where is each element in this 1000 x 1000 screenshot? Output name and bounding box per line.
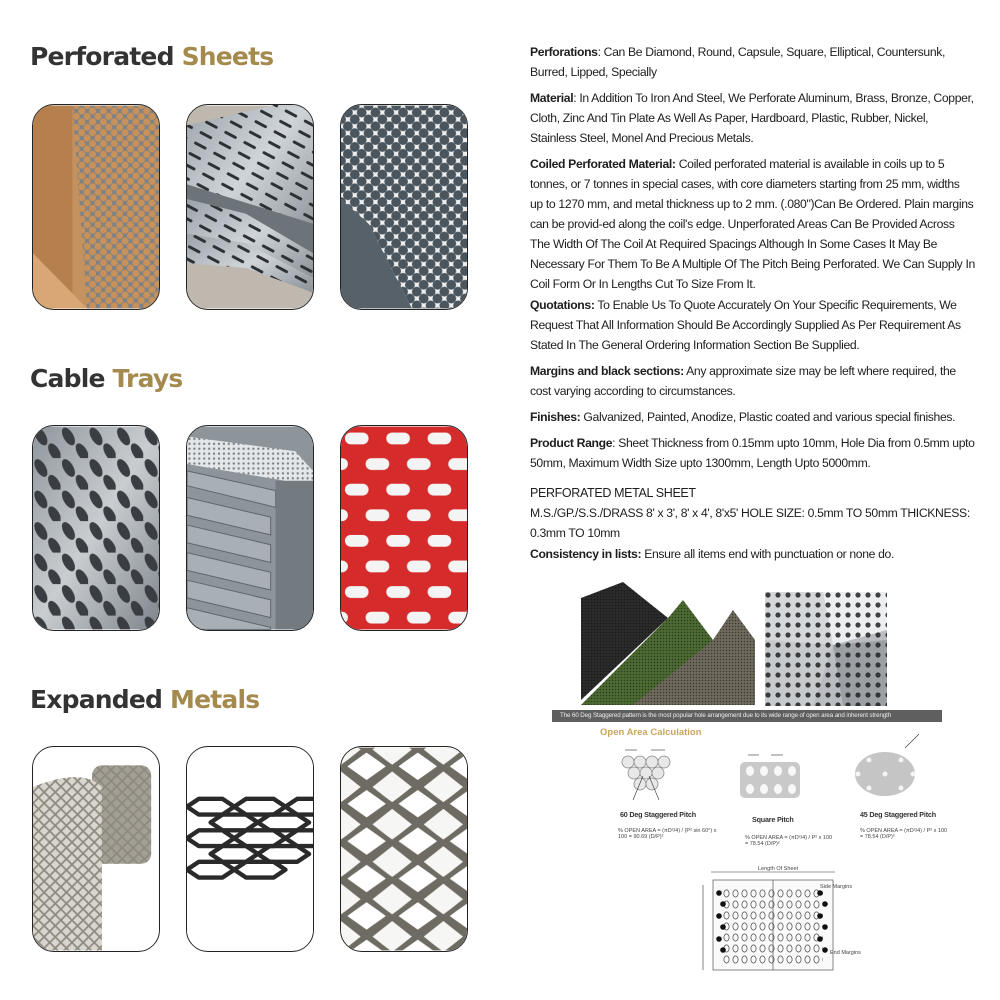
staggered-60-diagram <box>622 750 670 800</box>
spec-label: Product Range <box>530 436 613 450</box>
formula-square: % OPEN AREA = (πD²/4) / P² x 100 = 78.54 (D/P)² <box>745 835 833 847</box>
tile-perforated-sheet-slotted-stacked <box>186 104 314 310</box>
cable-tray-stacked-image <box>187 426 313 630</box>
tile-expanded-metal-roll <box>32 746 160 952</box>
label-end-margins: End Margins <box>830 950 861 956</box>
perforated-sheet-slotted-image <box>187 105 313 309</box>
spec-label: Material <box>530 91 574 105</box>
title-accent: Metals <box>170 685 260 714</box>
spec-label: Finishes: <box>530 410 581 424</box>
cable-tray-red-image <box>341 426 467 630</box>
expanded-metal-roll-image <box>33 747 159 951</box>
spec-text: In Addition To Iron And Steel, We Perforate Aluminum, Brass, Bronze, Copper, Cloth, Zinc And Tin Plate As Well As Paper, Hardboard, Plastic, Rubber, Nickel, Stainless Steel, Monel And Precious Metals. <box>530 91 974 145</box>
title-main: Perforated <box>30 42 174 71</box>
spec-label: Margins and black sections: <box>530 364 684 378</box>
spec-text: To Enable Us To Quote Accurately On Your Specific Requirements, We Request That All Information Should Be Accordingly Supplied As Per Requirement As Stated In The General Ordering Information Section Be Supplied. <box>530 298 961 352</box>
spec-quotations <box>530 295 975 355</box>
spec-text: Galvanized, Painted, Anodize, Plastic coated and various special finishes. <box>583 410 956 424</box>
formula-45-deg: % OPEN AREA = (πD²/4) / P² x 100 = 78.54 (D/P)² <box>860 828 948 840</box>
spec-label: Quotations: <box>530 298 595 312</box>
section-title-expanded-metals <box>30 685 259 714</box>
perforated-sheet-cardboard-image <box>33 105 159 309</box>
perforated-sheets-photo-and-diagram <box>533 580 965 990</box>
spec-material: Material: In Addition To Iron And Steel, We Perforate Aluminum, Brass, Bronze, Copper, Cloth, Zinc And Tin Plate As Well As Paper, Hardboard, Plastic, Rubber, Nickel, Stainless Steel, Monel And Precious Metals. <box>530 91 974 145</box>
spec-label: Consistency in lists: <box>530 547 642 561</box>
perforated-metal-sheet-heading: PERFORATED METAL SHEET <box>530 486 696 500</box>
tile-expanded-metal-diamond-mesh <box>340 746 468 952</box>
diagram-caption-bar: The 60 Deg Staggered pattern is the most popular hole arrangement due to its wide range of open area and inherent strength <box>552 710 942 722</box>
open-area-calculation-title: Open Area Calculation <box>600 727 702 738</box>
title-main: Expanded <box>30 685 163 714</box>
spec-text: Coiled perforated material is available in coils up to 5 tonnes, or 7 tonnes in special cases, with core diameters starting from 25 mm, widths up to 1270 mm, and metal thickness up to 2 mm. (.080")Can Be Ordered. Plain margins can be provid-ed along the coil's edge. Unperforated Areas Can Be Provided Across The Width Of The Coil At Required Spacings Although In Some Cases It May Be Necessary For Them To Be A Multiple Of The Pitch Being Perforated. We Can Supply In Coil Form Or In Lengths Cut To Size From It. <box>530 157 975 291</box>
perforated-sheet-white-image <box>341 105 467 309</box>
square-pitch-diagram <box>740 755 800 798</box>
expanded-metal-diamond-image <box>341 747 467 951</box>
label-45-deg-staggered-pitch: 45 Deg Staggered Pitch <box>860 810 936 819</box>
tile-perforated-sheet-round-holes-white <box>340 104 468 310</box>
sheet-layout-diagram <box>703 872 835 970</box>
spec-perforations: Perforations: Can Be Diamond, Round, Capsule, Square, Elliptical, Countersunk, Burred, Lipped, Specially <box>530 45 946 79</box>
expanded-metal-hexagon-image <box>187 747 313 951</box>
label-60-deg-staggered-pitch: 60 Deg Staggered Pitch <box>620 810 696 819</box>
staggered-45-diagram <box>855 734 919 796</box>
spec-label: Coiled Perforated Material: <box>530 157 676 171</box>
label-length-of-sheet: Length Of Sheet <box>758 866 799 872</box>
tile-perforated-sheet-round-holes-on-cardboard <box>32 104 160 310</box>
perforated-metal-sheet-sizes: M.S./GP./S.S./DRASS 8' x 3', 8' x 4', 8'x5' HOLE SIZE: 0.5mm TO 50mm THICKNESS: 0.3mm TO 10mm <box>530 506 970 540</box>
open-area-diagram <box>533 580 965 990</box>
spec-text: Sheet Thickness from 0.15mm upto 10mm, Hole Dia from 0.5mm upto 50mm, Maximum Width Size upto 1300mm, Length Upto 5000mm. <box>530 436 975 470</box>
spec-label: Perforations <box>530 45 598 59</box>
section-title-perforated-sheets <box>30 42 273 71</box>
tile-cable-tray-stacked-perforated <box>186 425 314 631</box>
cable-tray-galvanized-image <box>33 426 159 630</box>
spec-text: Any approximate size may be left where required, the cost varying according to circumstances. <box>530 364 956 398</box>
label-side-margins: Side Margins <box>820 884 853 890</box>
title-accent: Trays <box>112 364 183 393</box>
title-accent: Sheets <box>181 42 274 71</box>
title-main: Cable <box>30 364 105 393</box>
spec-finishes <box>530 407 975 427</box>
spec-coiled-perforated-material <box>530 154 975 294</box>
spec-text: Can Be Diamond, Round, Capsule, Square, Elliptical, Countersunk, Burred, Lipped, Specially <box>530 45 946 79</box>
tile-cable-tray-galvanized-slots <box>32 425 160 631</box>
specifications-column <box>530 42 975 570</box>
spec-consistency-in-lists <box>530 544 975 564</box>
section-title-cable-trays <box>30 364 182 393</box>
formula-60-deg: % OPEN AREA = (πD²/4) / (P² sin 60°) x 100 = 90.69 (D/P)² <box>618 828 717 840</box>
tile-expanded-metal-black-hexagon <box>186 746 314 952</box>
spec-product-range: Product Range: Sheet Thickness from 0.15mm upto 10mm, Hole Dia from 0.5mm upto 50mm, Maximum Width Size upto 1300mm, Length Upto 5000mm. <box>530 436 975 470</box>
tile-cable-tray-red-slotted <box>340 425 468 631</box>
spec-margins-and-black-sections <box>530 361 975 401</box>
spec-text: Ensure all items end with punctuation or none do. <box>644 547 895 561</box>
label-square-pitch: Square Pitch <box>752 815 794 824</box>
